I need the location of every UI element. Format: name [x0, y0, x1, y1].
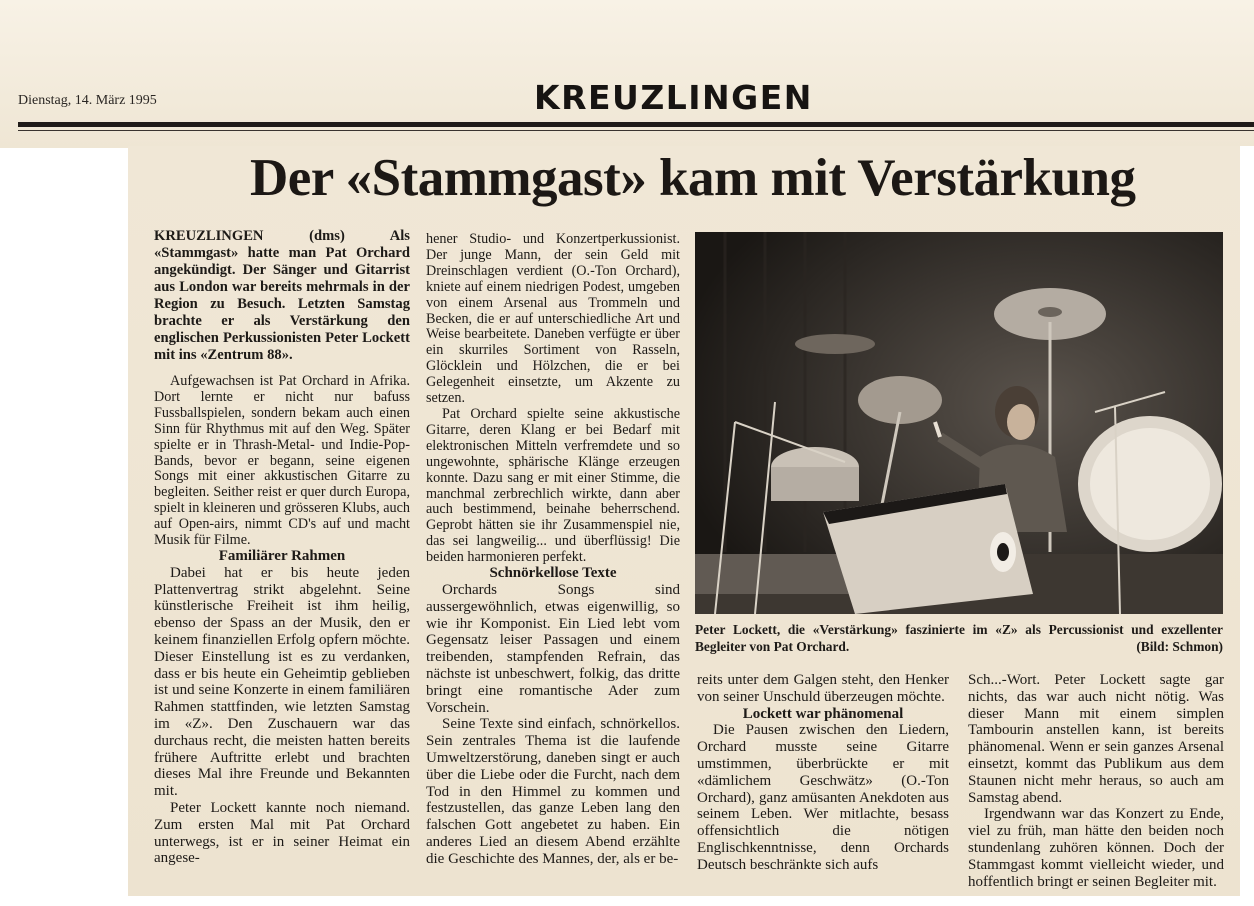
article-lead: KREUZLINGEN (dms) Als «Stammgast» hatte man Pat Orchard angekündigt. Der Sänger und Gitarrist aus London war bereits mehrmals in der Region zu Besuch. Letzten Samstag brachte er als Verstärkung den englischen Perkussionisten Peter Lockett mit ins «Zentrum 88».: [154, 228, 410, 363]
paragraph: reits unter dem Galgen steht, den Henker von seiner Unschuld überzeugen möchte.: [697, 672, 949, 705]
paragraph: Sch...-Wort. Peter Lockett sagte gar nichts, das war auch nicht nötig. Was dieser Mann mit einem simplen Tambourin anstellen kann, ist bereits phänomenal. Wenn er sein ganzes Arsenal einsetzt, kommt das Publikum aus dem Staunen nicht mehr heraus, so auch am Samstag abend.: [968, 672, 1224, 806]
column-1: [154, 228, 410, 867]
column-3: [697, 672, 949, 874]
scan-margin-left: [0, 148, 128, 906]
photo-credit: (Bild: Schmon): [1136, 638, 1223, 654]
drummer-photo-illustration: [695, 232, 1223, 614]
column-4: [968, 672, 1224, 890]
paragraph: Dabei hat er bis heute jeden Plattenvertrag strikt abgelehnt. Seine künstlerische Freiheit ist ihm heilig, ebenso der Spass an der Musik, den er keinem finanziellen Erfolg opfern möchte. Dieser Einstellung ist es zu verdanken, dass er bis heute ein Geheimtip geblieben ist und seine Konzerte in einem familiären Rahmen stattfinden, wie letzten Samstag im «Z». Den Zuschauern war das durchaus recht, die meisten hatten bereits frühere Auftritte erlebt und brachten dieses Mal ihre Freunde und Bekannten mit.: [154, 564, 410, 800]
paragraph: Seine Texte sind einfach, schnörkellos. Sein zentrales Thema ist die laufende Umweltzerstörung, daneben singt er auch über die Liebe oder die Furcht, nach dem Tod in den Himmel zu kommen und festzustellen, das ganze Leben lang den falschen Gott angebetet zu haben. Ein anderes Lied an diesem Abend erzählte die Geschichte des Mannes, der, als er be-: [426, 716, 680, 867]
subheading-lockett-phaenomenal: Lockett war phänomenal: [742, 705, 904, 722]
caption-text: Peter Lockett, die «Verstärkung» faszinierte im «Z» als Percussionist und exzellenter Begleiter von Pat Orchard.: [695, 622, 1223, 654]
paragraph: Peter Lockett kannte noch niemand. Zum ersten Mal mit Pat Orchard unterwegs, ist er in seiner Heimat ein angese-: [154, 800, 410, 867]
concert-photo: [695, 232, 1223, 614]
photo-caption: [695, 622, 1223, 655]
paragraph: Orchards Songs sind aussergewöhnlich, etwas eigenwillig, so wie ihr Komponist. Ein Lied lebt vom Gegensatz leiser Passagen und einem treibenden, stampfenden Refrain, das nächste ist unbeschwert, folkig, das dritte bringt eine romantische Ader zum Vorschein.: [426, 581, 680, 716]
header-rule-thin: [18, 130, 1254, 131]
paragraph: Pat Orchard spielte seine akkustische Gitarre, deren Klang er bei Bedarf mit elektronischen Mitteln verfremdete und so ungewohnte, sphärische Klänge erzeugen konnte. Dazu sang er mit einer Stimme, die manchmal zerbrechlich wirkte, dann aber auch bestimmend, beinahe beherrschend. Geprobt hätten sie ihr Zusammenspiel nie, das sei langweilig... und überflüssig! Die beiden harmonieren perfekt.: [426, 405, 680, 566]
scan-margin-right: [1240, 146, 1254, 906]
paragraph: Die Pausen zwischen den Liedern, Orchard musste seine Gitarre umstimmen, überbrückte er mit «dämlichem Geschwätz» (O.-Ton Orchard), ganz amüsanten Anekdoten aus seinem Leben. Wer mitlachte, besass offensichtlich die nötigen Englischkenntnisse, denn Orchards Deutsch beschränkte sich aufs: [697, 722, 949, 873]
header-rule: [18, 122, 1254, 127]
article-headline: Der «Stammgast» kam mit Verstärkung: [250, 149, 1136, 207]
section-title: KREUZLINGEN: [534, 78, 813, 117]
subheading-schnoerkellose-texte: Schnörkellose Texte: [489, 565, 617, 582]
subheading-familiaerer-rahmen: Familiärer Rahmen: [218, 547, 346, 564]
column-2: [426, 232, 680, 867]
issue-date: Dienstag, 14. März 1995: [18, 93, 157, 108]
paragraph: Irgendwann war das Konzert zu Ende, viel zu früh, man hätte den beiden noch stundenlang zuhören können. Doch der Stammgast kommt vielleicht wieder, und hoffentlich bringt er seinen Begleiter mit.: [968, 806, 1224, 890]
paragraph: hener Studio- und Konzertperkussionist. Der junge Mann, der sein Geld mit Dreinschlagen verdient (O.-Ton Orchard), kniete auf einem niedrigen Podest, umgeben von einem Arsenal aus Trommeln und Becken, die er auf unterschiedliche Art und Weise bearbeitete. Daneben verfügte er über ein skurriles Sortiment von Rasseln, Glöcklein und Hölzchen, die er bei Gelegenheit einsetzte, um Akzente zu setzen.: [426, 231, 680, 407]
paragraph: Aufgewachsen ist Pat Orchard in Afrika. Dort lernte er nicht nur bafuss Fussballspielen, sondern bekam auch einen Sinn für Rhythmus mit auf den Weg. Später spielte er in Thrash-Metal- und Indie-Pop-Bands, bevor er begann, seine eigenen Songs mit einer akkustischen Gitarre zu begleiten. Seither reist er quer durch Europa, spielt in kleineren und grösseren Klubs, auch auf Open-airs, nimmt CD's auf und macht Musik für Filme.: [154, 373, 410, 549]
scan-margin-bottom: [0, 896, 1254, 906]
